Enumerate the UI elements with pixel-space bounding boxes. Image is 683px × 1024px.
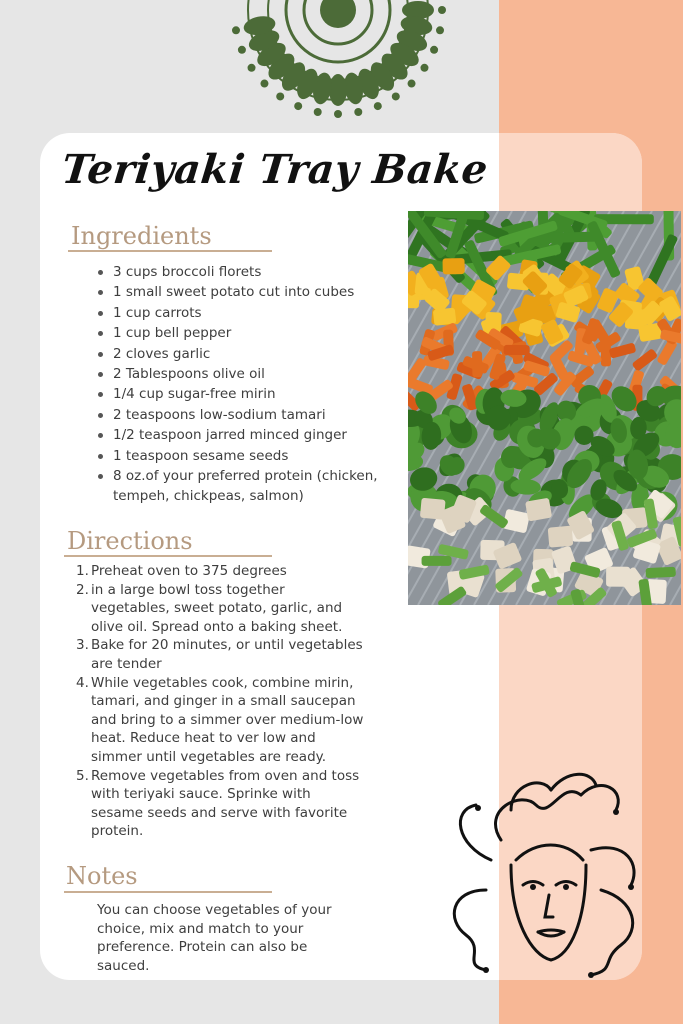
step-number: 1. bbox=[76, 563, 89, 579]
step-text: Bake for 20 minutes, or until vegetables are tender bbox=[91, 637, 363, 672]
ingredient-item: 1/2 teaspoon jarred minced ginger bbox=[98, 425, 398, 445]
mandala-icon bbox=[208, 0, 468, 128]
ingredient-item: 1/4 cup sugar-free mirin bbox=[98, 384, 398, 404]
ingredient-item: 2 Tablespoons olive oil bbox=[98, 364, 398, 384]
direction-step bbox=[76, 562, 366, 581]
ingredient-item: 1 cup carrots bbox=[98, 303, 398, 323]
ingredients-list bbox=[98, 262, 398, 507]
direction-step bbox=[76, 767, 366, 841]
recipe-title: Teriyaki Tray Bake bbox=[59, 146, 491, 193]
ingredient-item: 1 cup bell pepper bbox=[98, 323, 398, 343]
ingredient-item: 1 teaspoon sesame seeds bbox=[98, 446, 398, 466]
step-number: 2. bbox=[76, 581, 89, 598]
step-text: Remove vegetables from oven and toss with teriyaki sauce. Sprinke with sesame seeds and serve with favorite protein. bbox=[91, 767, 360, 840]
step-text: While vegetables cook, combine mirin, tamari, and ginger in a small saucepan and bring to a simmer over medium-low heat. Reduce heat to ver low and simmer until vegetables are ready. bbox=[91, 674, 364, 765]
ingredient-item: 2 teaspoons low-sodium tamari bbox=[98, 405, 398, 425]
notes-text: You can choose vegetables of your choice, mix and match to your preference. Protein can also be sauced. bbox=[97, 902, 332, 974]
step-text: Preheat oven to 375 degrees bbox=[91, 563, 287, 579]
directions-list bbox=[76, 562, 366, 841]
direction-step bbox=[76, 581, 366, 637]
direction-step bbox=[76, 674, 366, 767]
step-number: 4. bbox=[76, 674, 89, 691]
notes-rule bbox=[64, 891, 272, 893]
medusa-illustration-icon bbox=[441, 770, 651, 982]
direction-step bbox=[76, 636, 366, 673]
ingredient-item: 2 cloves garlic bbox=[98, 344, 398, 364]
directions-rule bbox=[64, 555, 272, 557]
ingredient-item: 1 small sweet potato cut into cubes bbox=[98, 282, 398, 302]
tray-of-roasted-vegetables-photo bbox=[408, 211, 681, 605]
directions-heading: Directions bbox=[67, 527, 193, 555]
ingredient-item: 8 oz.of your preferred protein (chicken, tempeh, chickpeas, salmon) bbox=[98, 466, 383, 507]
ingredients-heading: Ingredients bbox=[71, 222, 212, 250]
step-number: 3. bbox=[76, 637, 89, 654]
ingredient-item: 3 cups broccoli florets bbox=[98, 262, 398, 282]
ingredients-rule bbox=[68, 250, 272, 252]
step-number: 5. bbox=[76, 767, 89, 784]
step-text: in a large bowl toss together vegetables, sweet potato, garlic, and olive oil. Spread onto a baking sheet. bbox=[91, 581, 343, 635]
notes-heading: Notes bbox=[66, 862, 138, 890]
